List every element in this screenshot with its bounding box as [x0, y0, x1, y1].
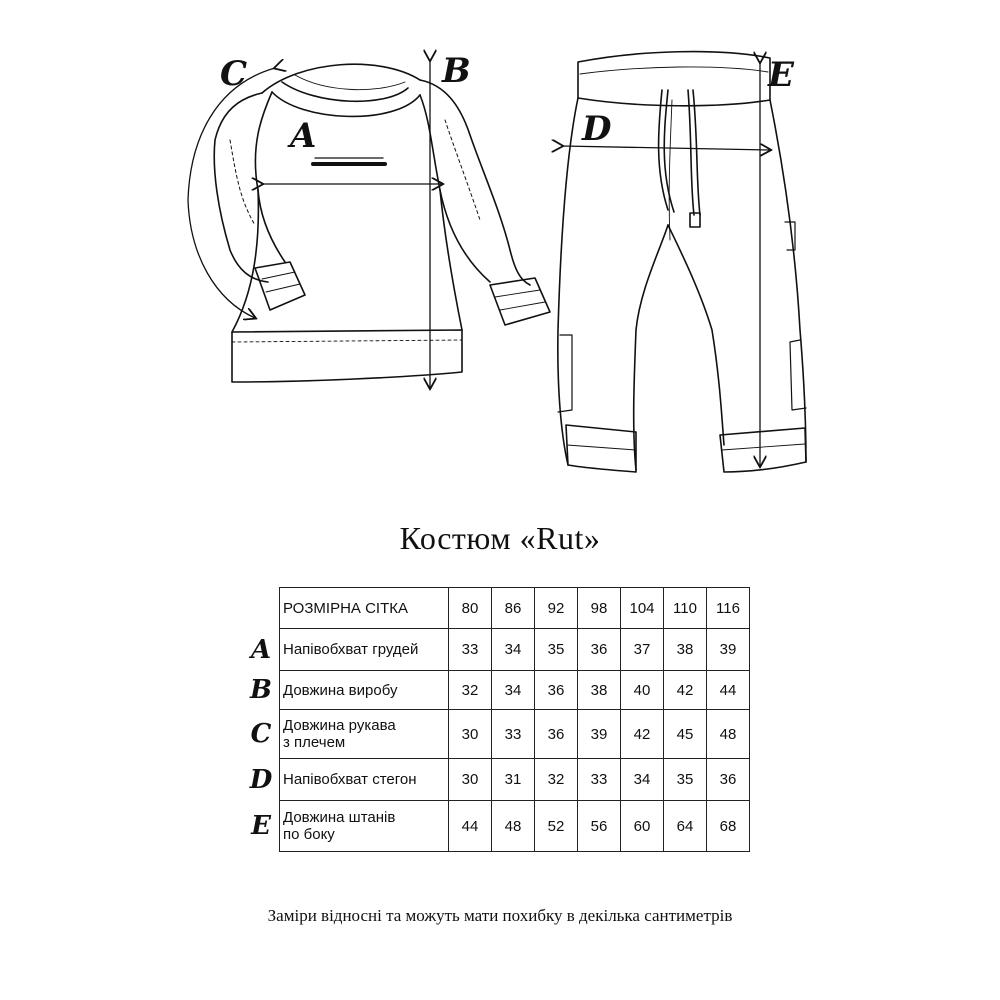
table-cell: 42 — [664, 671, 707, 710]
table-cell: 34 — [492, 629, 535, 671]
table-cell: 39 — [578, 710, 621, 759]
table-row — [243, 759, 750, 801]
measure-letter-a: A — [290, 116, 317, 156]
table-cell: 36 — [535, 671, 578, 710]
table-cell: 33 — [449, 629, 492, 671]
size-header: 98 — [578, 588, 621, 629]
size-header: 116 — [707, 588, 750, 629]
size-table — [243, 587, 750, 852]
table-cell: 40 — [621, 671, 664, 710]
table-cell: 32 — [449, 671, 492, 710]
row-letter: A — [250, 634, 272, 665]
table-cell: 34 — [492, 671, 535, 710]
row-label-line: з плечем — [283, 734, 346, 751]
row-label — [280, 759, 449, 801]
table-cell: 45 — [664, 710, 707, 759]
table-cell: 31 — [492, 759, 535, 801]
row-label-line: Довжина виробу — [283, 681, 398, 699]
row-letter: B — [250, 675, 272, 705]
row-label-line: Напівобхват стегон — [283, 771, 417, 788]
row-label-line: Довжина штанів — [283, 809, 396, 826]
size-header: 104 — [621, 588, 664, 629]
table-cell: 30 — [449, 759, 492, 801]
table-row — [243, 671, 750, 710]
measure-letter-e: E — [768, 55, 794, 95]
table-cell: 35 — [664, 759, 707, 801]
measure-letter-b: B — [442, 51, 471, 91]
table-header-label: РОЗМІРНА СІТКА — [280, 588, 449, 629]
row-label — [280, 710, 449, 759]
row-letter: C — [250, 719, 272, 749]
table-cell: 38 — [578, 671, 621, 710]
row-label — [280, 671, 449, 710]
size-header: 92 — [535, 588, 578, 629]
row-label — [280, 629, 449, 671]
table-header-row — [243, 588, 750, 629]
sweatshirt-drawing — [188, 60, 550, 388]
table-cell: 34 — [621, 759, 664, 801]
size-chart — [243, 587, 750, 852]
table-cell: 36 — [535, 710, 578, 759]
row-label-line: Довжина рукава — [283, 717, 396, 734]
table-cell: 30 — [449, 710, 492, 759]
table-cell: 60 — [621, 801, 664, 852]
table-cell: 64 — [664, 801, 707, 852]
row-label-line: по боку — [283, 826, 335, 843]
table-cell: 33 — [578, 759, 621, 801]
measure-letter-c: C — [220, 54, 248, 94]
table-cell: 32 — [535, 759, 578, 801]
table-cell: 56 — [578, 801, 621, 852]
row-letter: E — [251, 811, 271, 841]
table-cell: 39 — [707, 629, 750, 671]
row-letter: D — [249, 764, 273, 795]
table-cell: 48 — [707, 710, 750, 759]
size-header: 110 — [664, 588, 707, 629]
table-cell: 44 — [707, 671, 750, 710]
table-cell: 52 — [535, 801, 578, 852]
table-cell: 36 — [578, 629, 621, 671]
table-cell: 33 — [492, 710, 535, 759]
table-cell: 68 — [707, 801, 750, 852]
table-row — [243, 710, 750, 759]
row-label-line: Напівобхват грудей — [283, 641, 419, 658]
table-cell: 37 — [621, 629, 664, 671]
table-cell: 44 — [449, 801, 492, 852]
table-cell: 36 — [707, 759, 750, 801]
row-label — [280, 801, 449, 852]
measure-letter-d: D — [582, 109, 612, 149]
table-cell: 48 — [492, 801, 535, 852]
table-row — [243, 801, 750, 852]
size-header: 86 — [492, 588, 535, 629]
footnote: Заміри відносні та можуть мати похибку в декілька сантиметрів — [267, 906, 733, 925]
table-cell: 38 — [664, 629, 707, 671]
table-cell: 42 — [621, 710, 664, 759]
page-title: Костюм «Rut» — [399, 520, 601, 556]
table-cell: 35 — [535, 629, 578, 671]
size-header: 80 — [449, 588, 492, 629]
table-row — [243, 629, 750, 671]
